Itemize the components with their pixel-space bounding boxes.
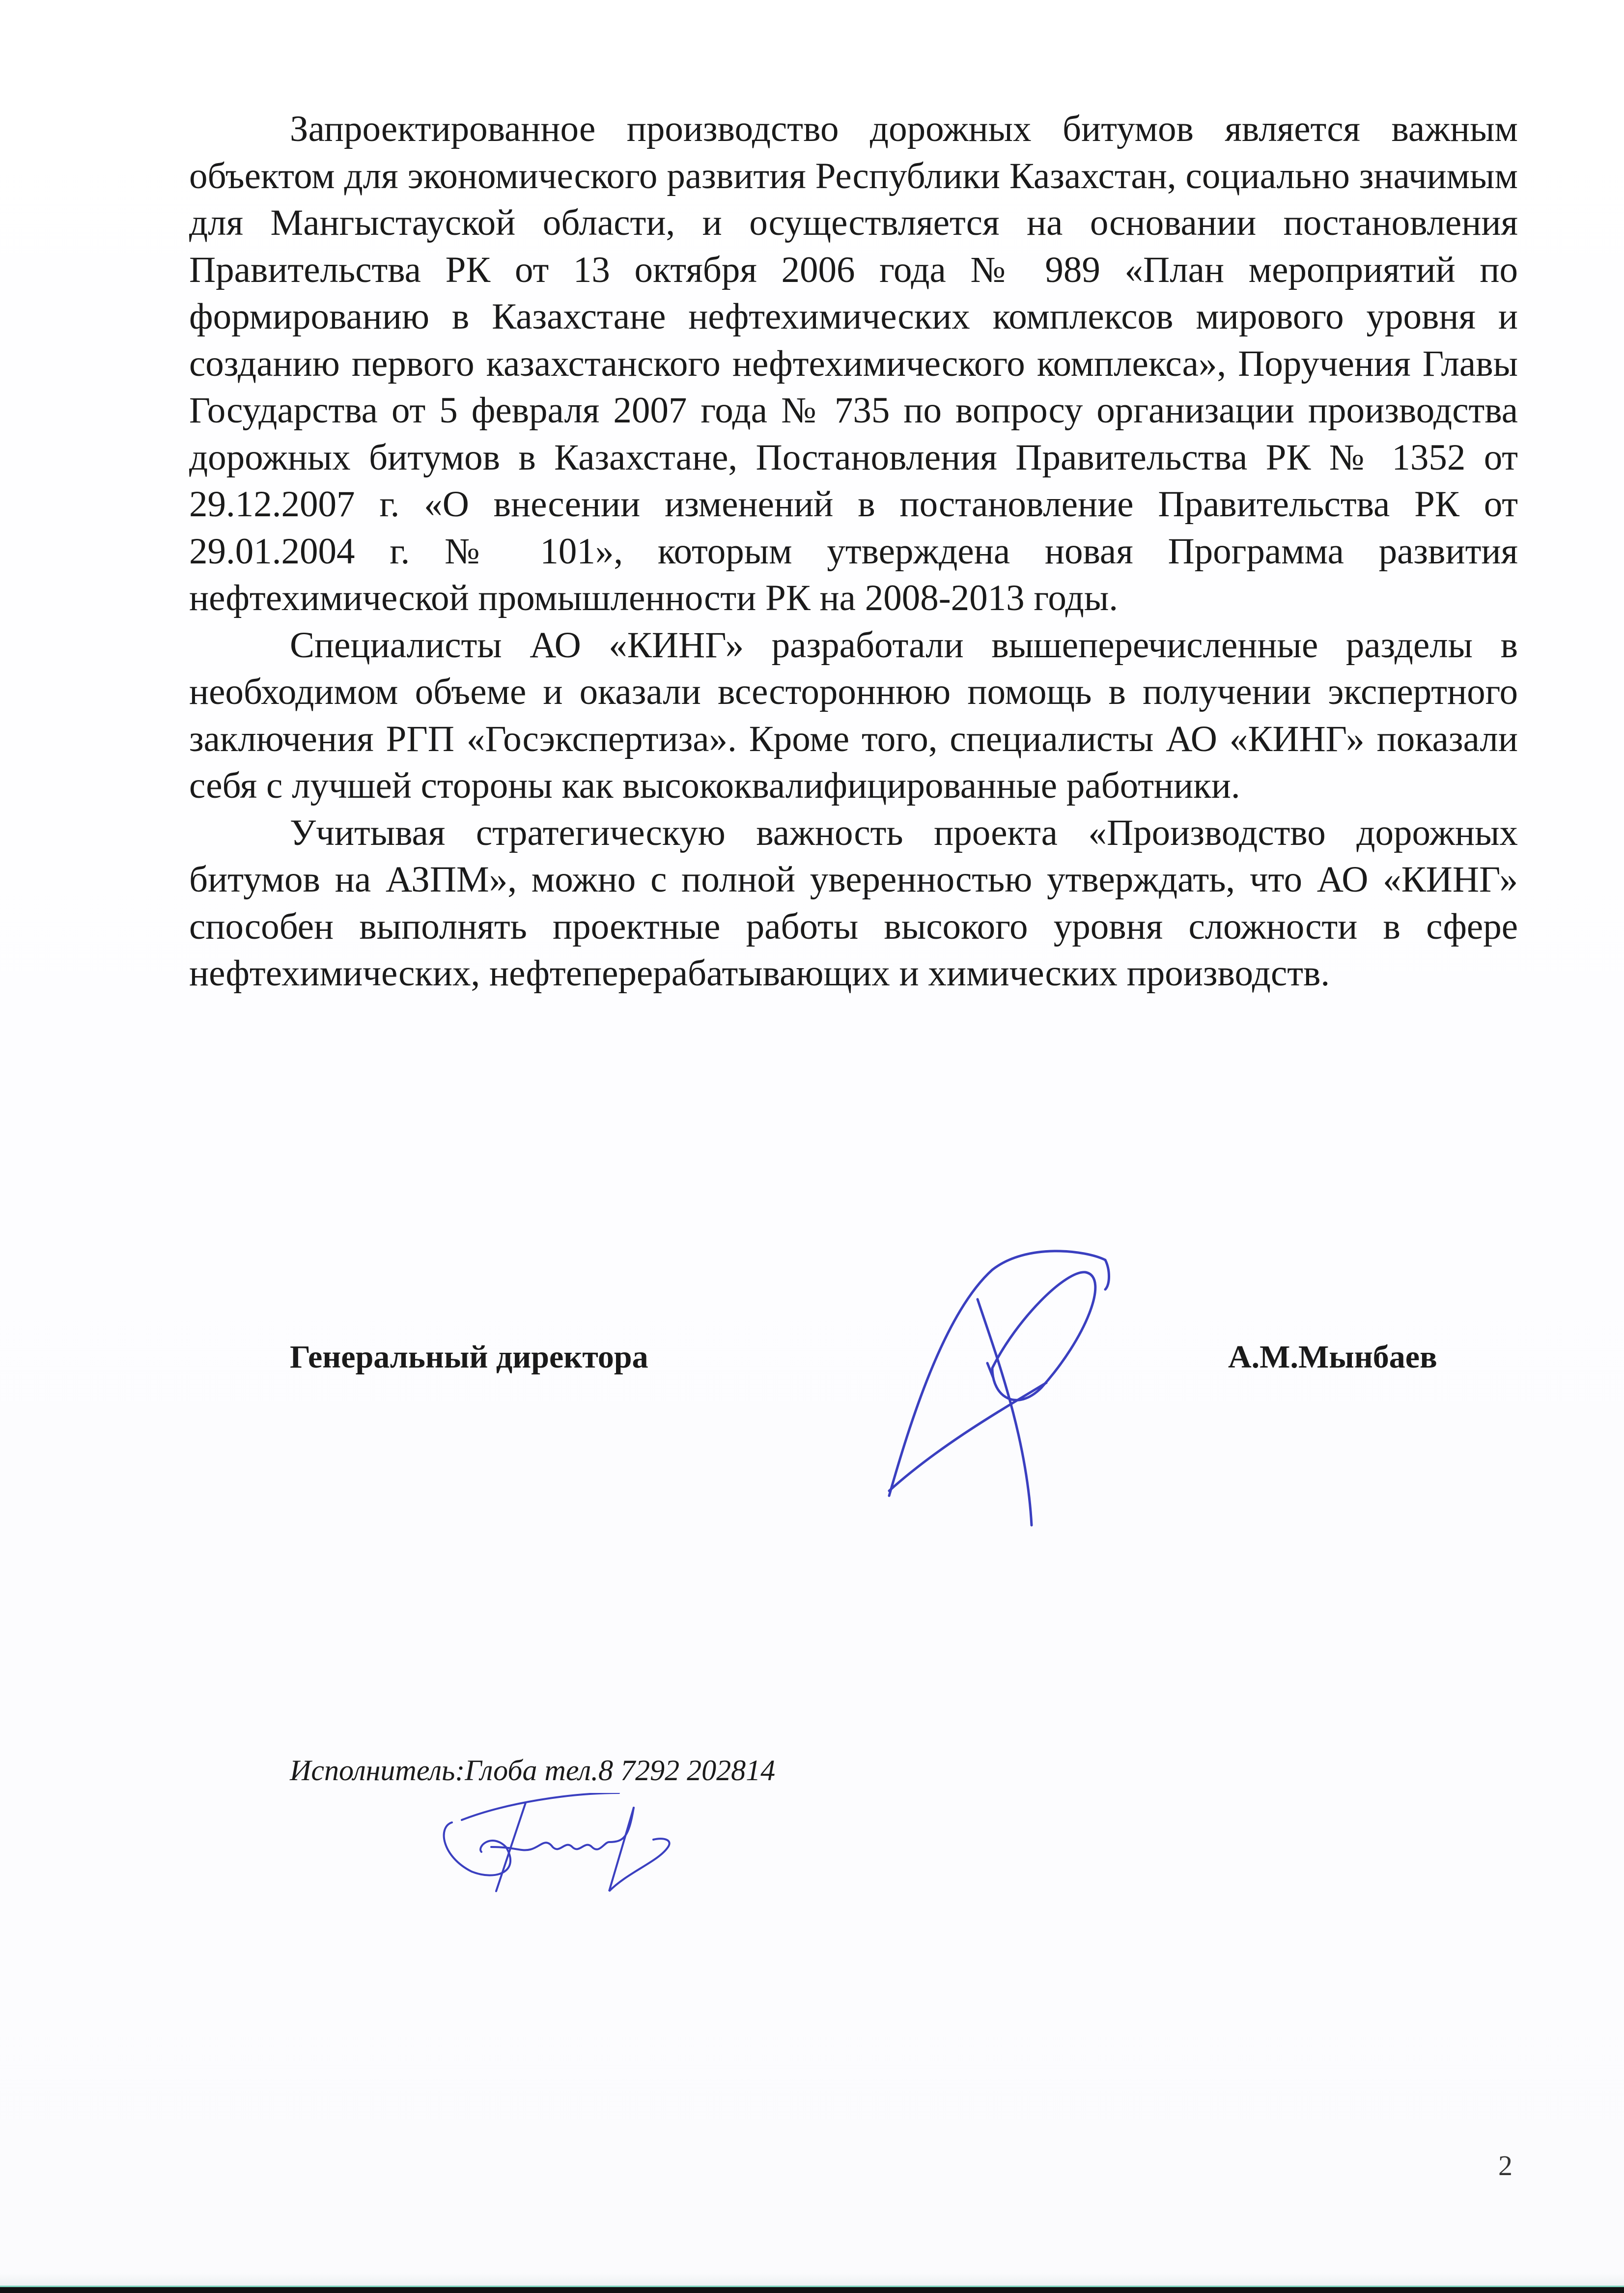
scan-edge-shade bbox=[0, 2273, 1624, 2286]
signatory-name: А.М.Мынбаев bbox=[1228, 1339, 1437, 1375]
paragraph-specialists: Специалисты АО «КИНГ» разработали вышеперечисленные разделы в необходимом объеме и оказали всестороннюю помощь в получении экспертного заключения РГП «Госэкспертиза». Кроме того, специалисты АО «КИНГ» показали себя с лучшей стороны как высококвалифицированные работники. bbox=[189, 624, 1518, 806]
executor-signature-flourish bbox=[609, 1808, 670, 1891]
signature-block bbox=[0, 1339, 1624, 1383]
executor-signature-arc bbox=[462, 1793, 619, 1820]
director-signature-icon bbox=[879, 1240, 1223, 1535]
executor-line: Исполнитель:Глоба тел.8 7292 202814 bbox=[290, 1754, 776, 1787]
signature-stroke-outer-loop bbox=[889, 1251, 1109, 1496]
page-number: 2 bbox=[1498, 2150, 1512, 2181]
signature-stroke-tail bbox=[978, 1299, 1032, 1525]
executor-signature-icon bbox=[432, 1793, 776, 1901]
letter-body bbox=[189, 106, 1518, 997]
executor-signature-hook bbox=[444, 1822, 510, 1875]
signatory-title: Генеральный директора bbox=[290, 1339, 648, 1375]
paragraph-legal-basis: Запроектированное производство дорожных битумов является важным объектом для экономического развития Республики Казахстан, социально значимым для Мангыстауской области, и осуществляется на основании постановления Правительства РК от 13 октября 2006 года № 989 «План мероприятий по формированию в Казахстане нефтехимических комплексов мирового уровня и созданию первого казахстанского нефтехимического комплекса», Поручения Главы Государства от 5 февраля 2007 года № 735 по вопросу организации производства дорожных битумов в Казахстане, Постановления Правительства РК № 1352 от 29.12.2007 г. «О внесении изменений в постановление Правительства РК от 29.01.2004 г. № 101», которым утверждена новая Программа развития нефтехимической промышленности РК на 2008-2013 годы. bbox=[189, 109, 1518, 618]
scan-bottom-border bbox=[0, 2286, 1624, 2293]
signature-stroke-inner-loop bbox=[992, 1272, 1095, 1400]
paragraph-conclusion: Учитывая стратегическую важность проекта «Производство дорожных битумов на АЗПМ», можно с полной уверенностью утверждать, что АО «КИНГ» способен выполнять проектные работы высокого уровня сложности в сфере нефтехимических, нефтеперерабатывающих и химических производств. bbox=[189, 812, 1518, 994]
